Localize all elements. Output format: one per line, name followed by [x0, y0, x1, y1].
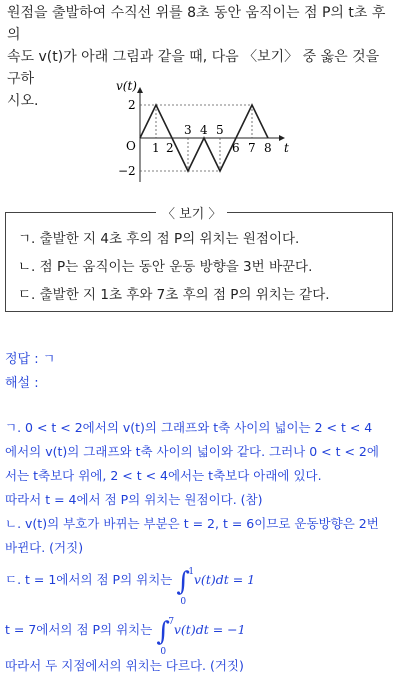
y-tick-2: 2 — [128, 98, 136, 112]
tick-label-2: 2 — [166, 141, 174, 155]
integral-2-lower: 0 — [160, 647, 167, 657]
explanation-body — [5, 418, 397, 558]
tick-label-4: 4 — [200, 123, 208, 137]
explanation-line-3: 서는 t축보다 위에, 2 < t < 4에서는 t축보다 아래에 있다. — [5, 468, 322, 483]
integral-1-upper: 1 — [188, 567, 195, 577]
bogi-item-1: ㄱ. 출발한 지 4초 후의 점 P의 위치는 원점이다. — [18, 231, 300, 247]
question-line-3: 시오. — [7, 93, 39, 109]
explanation-line-6: 바뀐다. (거짓) — [5, 540, 84, 555]
x-axis-label: t — [284, 141, 289, 155]
integral-line-2 — [5, 617, 397, 657]
answer-text: 정답 : ㄱ — [5, 352, 56, 367]
integral-line-1 — [5, 567, 397, 607]
question-line-2: 속도 v(t)가 아래 그림과 같을 때, 다음 〈보기〉 중 옳은 것을 구하 — [7, 49, 380, 87]
integral-1-body: v(t)dt = 1 — [193, 572, 256, 587]
integral-2-prefix: t = 7에서의 점 P의 위치는 — [5, 622, 153, 637]
tick-label-1: 1 — [152, 141, 160, 155]
explanation-line-2: 에서의 v(t)의 그래프와 t축 사이의 넓이와 같다. 그러나 0 < t < 2에 — [5, 444, 379, 459]
bogi-item-3: ㄷ. 출발한 지 1초 후와 7초 후의 점 P의 위치는 같다. — [18, 287, 330, 303]
explanation-label: 해설 : — [5, 376, 39, 391]
question-line-1: 원점을 출발하여 수직선 위를 8초 동안 움직이는 점 P의 t초 후의 — [7, 5, 386, 43]
integral-1-sign: ∫ 1 0 — [176, 570, 190, 592]
integral-2-sign: ∫ 7 0 — [156, 620, 170, 642]
y-tick-neg2: −2 — [118, 164, 136, 178]
tick-label-6: 6 — [232, 141, 240, 155]
explanation-line-5: ㄴ. v(t)의 부호가 바뀌는 부분은 t = 2, t = 6이므로 운동방향은 2번 — [5, 516, 379, 531]
integral-2-upper: 7 — [168, 617, 175, 627]
tick-label-7: 7 — [248, 141, 256, 155]
tick-label-3: 3 — [184, 123, 192, 137]
bogi-box — [5, 207, 393, 312]
tick-label-8: 8 — [264, 141, 272, 155]
origin-label: O — [126, 139, 136, 153]
integral-2-body: v(t)dt = −1 — [173, 622, 246, 637]
integral-1-lower: 0 — [180, 597, 187, 607]
integral-1-prefix: ㄷ. t = 1에서의 점 P의 위치는 — [5, 572, 173, 587]
bogi-item-2: ㄴ. 점 P는 움직이는 동안 운동 방향을 3번 바꾼다. — [18, 259, 313, 275]
tick-label-5: 5 — [216, 123, 224, 137]
explanation-line-4: 따라서 t = 4에서 점 P의 위치는 원점이다. (참) — [5, 492, 263, 507]
conclusion-text: 따라서 두 지점에서의 위치는 다르다. (거짓) — [5, 658, 244, 673]
bogi-title: 〈 보기 〉 — [156, 203, 227, 222]
y-axis-label: v(t) — [116, 79, 137, 93]
explanation-line-1: ㄱ. 0 < t < 2에서의 v(t)의 그래프와 t축 사이의 넓이는 2 < t < 4 — [5, 420, 373, 435]
velocity-graph — [104, 76, 304, 188]
